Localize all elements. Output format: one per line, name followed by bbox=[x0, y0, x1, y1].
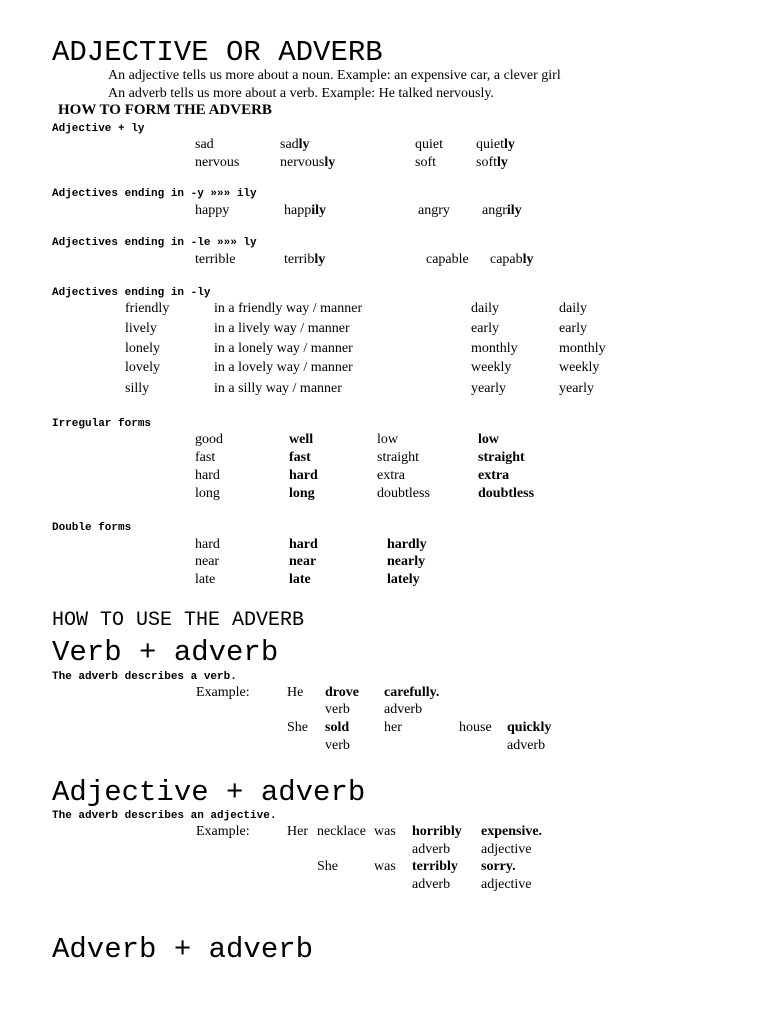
tag-verb: verb bbox=[325, 738, 350, 753]
word: He bbox=[287, 685, 304, 700]
rule-label: Adjectives ending in -ly bbox=[52, 287, 211, 299]
adverb: fast bbox=[289, 450, 311, 465]
word: She bbox=[287, 720, 308, 735]
adjective: lovely bbox=[125, 360, 160, 375]
word-adverb: carefully. bbox=[384, 685, 440, 700]
rule-label: Double forms bbox=[52, 522, 132, 534]
word: necklace bbox=[317, 824, 366, 839]
adverb: quietly bbox=[476, 137, 515, 152]
word: her bbox=[384, 720, 402, 735]
adjective: angry bbox=[418, 203, 450, 218]
adverb-phrase: in a silly way / manner bbox=[214, 381, 342, 396]
adverb: monthly bbox=[559, 341, 606, 356]
adverb: near bbox=[289, 554, 317, 569]
adverb: nervously bbox=[280, 155, 336, 170]
adjective: nervous bbox=[195, 155, 240, 170]
rule-label: Adjectives ending in -le »»» ly bbox=[52, 237, 257, 249]
section-desc: The adverb describes a verb. bbox=[52, 671, 237, 683]
adverb: hard bbox=[289, 468, 318, 483]
adjective: yearly bbox=[471, 381, 506, 396]
page-title: ADJECTIVE OR ADVERB bbox=[52, 36, 383, 69]
adverb: weekly bbox=[559, 360, 600, 375]
tag-adverb: adverb bbox=[384, 702, 423, 717]
adjective: silly bbox=[125, 381, 150, 396]
adverb-phrase: in a lively way / manner bbox=[214, 321, 350, 336]
tag-adverb: adverb bbox=[507, 738, 546, 753]
adjective: weekly bbox=[471, 360, 512, 375]
adverb: lately bbox=[387, 572, 420, 587]
adjective: sad bbox=[195, 137, 214, 152]
word-adverb: quickly bbox=[507, 720, 552, 735]
adjective: early bbox=[471, 321, 499, 336]
word-adjective: sorry. bbox=[481, 859, 516, 874]
adverb-phrase: in a lonely way / manner bbox=[214, 341, 353, 356]
adverb: extra bbox=[478, 468, 510, 483]
word-adverb: terribly bbox=[412, 859, 458, 874]
adverb: sadly bbox=[280, 137, 310, 152]
example-label: Example: bbox=[196, 685, 250, 700]
word-verb: drove bbox=[325, 685, 359, 700]
form-heading: HOW TO FORM THE ADVERB bbox=[58, 102, 272, 118]
rule-label: Irregular forms bbox=[52, 418, 152, 430]
adverb: long bbox=[289, 486, 315, 501]
rule-label: Adjective + ly bbox=[52, 123, 145, 135]
adverb: capably bbox=[490, 252, 534, 267]
adjective: friendly bbox=[125, 301, 170, 316]
adverb: straight bbox=[478, 450, 525, 465]
adjective: doubtless bbox=[377, 486, 430, 501]
adjective: soft bbox=[415, 155, 436, 170]
adverb: terribly bbox=[284, 252, 326, 267]
use-heading: HOW TO USE THE ADVERB bbox=[52, 609, 305, 632]
adverb-phrase: in a lovely way / manner bbox=[214, 360, 353, 375]
adverb: late bbox=[289, 572, 311, 587]
adjective: straight bbox=[377, 450, 419, 465]
adjective: fast bbox=[195, 450, 216, 465]
adjective: quiet bbox=[415, 137, 443, 152]
intro-adverb: An adverb tells us more about a verb. Example: He talked nervously. bbox=[108, 86, 494, 101]
tag-adverb: adverb bbox=[412, 842, 451, 857]
adjective: good bbox=[195, 432, 223, 447]
adverb: happily bbox=[284, 203, 326, 218]
adjective: late bbox=[195, 572, 216, 587]
word: house bbox=[459, 720, 492, 735]
adjective: lonely bbox=[125, 341, 160, 356]
adjective: extra bbox=[377, 468, 405, 483]
adverb: angrily bbox=[482, 203, 522, 218]
adverb: softly bbox=[476, 155, 508, 170]
adjective: low bbox=[377, 432, 398, 447]
adjective: long bbox=[195, 486, 220, 501]
word-adjective: expensive. bbox=[481, 824, 543, 839]
adjective: hard bbox=[195, 537, 220, 552]
word: Her bbox=[287, 824, 308, 839]
adverb-phrase: in a friendly way / manner bbox=[214, 301, 363, 316]
word: was bbox=[374, 859, 396, 874]
adjective: happy bbox=[195, 203, 230, 218]
section-desc: The adverb describes an adjective. bbox=[52, 810, 277, 822]
adjective: terrible bbox=[195, 252, 236, 267]
tag-verb: verb bbox=[325, 702, 350, 717]
tag-adjective: adjective bbox=[481, 877, 532, 892]
tag-adjective: adjective bbox=[481, 842, 532, 857]
word: was bbox=[374, 824, 396, 839]
rule-label: Adjectives ending in -y »»» ily bbox=[52, 188, 257, 200]
section-heading: Verb + adverb bbox=[52, 636, 279, 669]
word-verb: sold bbox=[325, 720, 350, 735]
tag-adverb: adverb bbox=[412, 877, 451, 892]
intro-adjective: An adjective tells us more about a noun. Example: an expensive car, a clever girl bbox=[108, 68, 561, 83]
adverb: low bbox=[478, 432, 499, 447]
adverb: daily bbox=[559, 301, 587, 316]
example-label: Example: bbox=[196, 824, 250, 839]
word: She bbox=[317, 859, 338, 874]
word-adverb: horribly bbox=[412, 824, 462, 839]
section-heading: Adjective + adverb bbox=[52, 776, 366, 809]
adjective: near bbox=[195, 554, 220, 569]
adverb: nearly bbox=[387, 554, 426, 569]
adjective: daily bbox=[471, 301, 499, 316]
adverb: hard bbox=[289, 537, 318, 552]
adjective: capable bbox=[426, 252, 469, 267]
adverb: well bbox=[289, 432, 314, 447]
adjective: monthly bbox=[471, 341, 518, 356]
adjective: hard bbox=[195, 468, 220, 483]
adverb: early bbox=[559, 321, 587, 336]
section-heading: Adverb + adverb bbox=[52, 933, 314, 966]
adverb: doubtless bbox=[478, 486, 535, 501]
adverb: yearly bbox=[559, 381, 594, 396]
adverb: hardly bbox=[387, 537, 427, 552]
adjective: lively bbox=[125, 321, 157, 336]
